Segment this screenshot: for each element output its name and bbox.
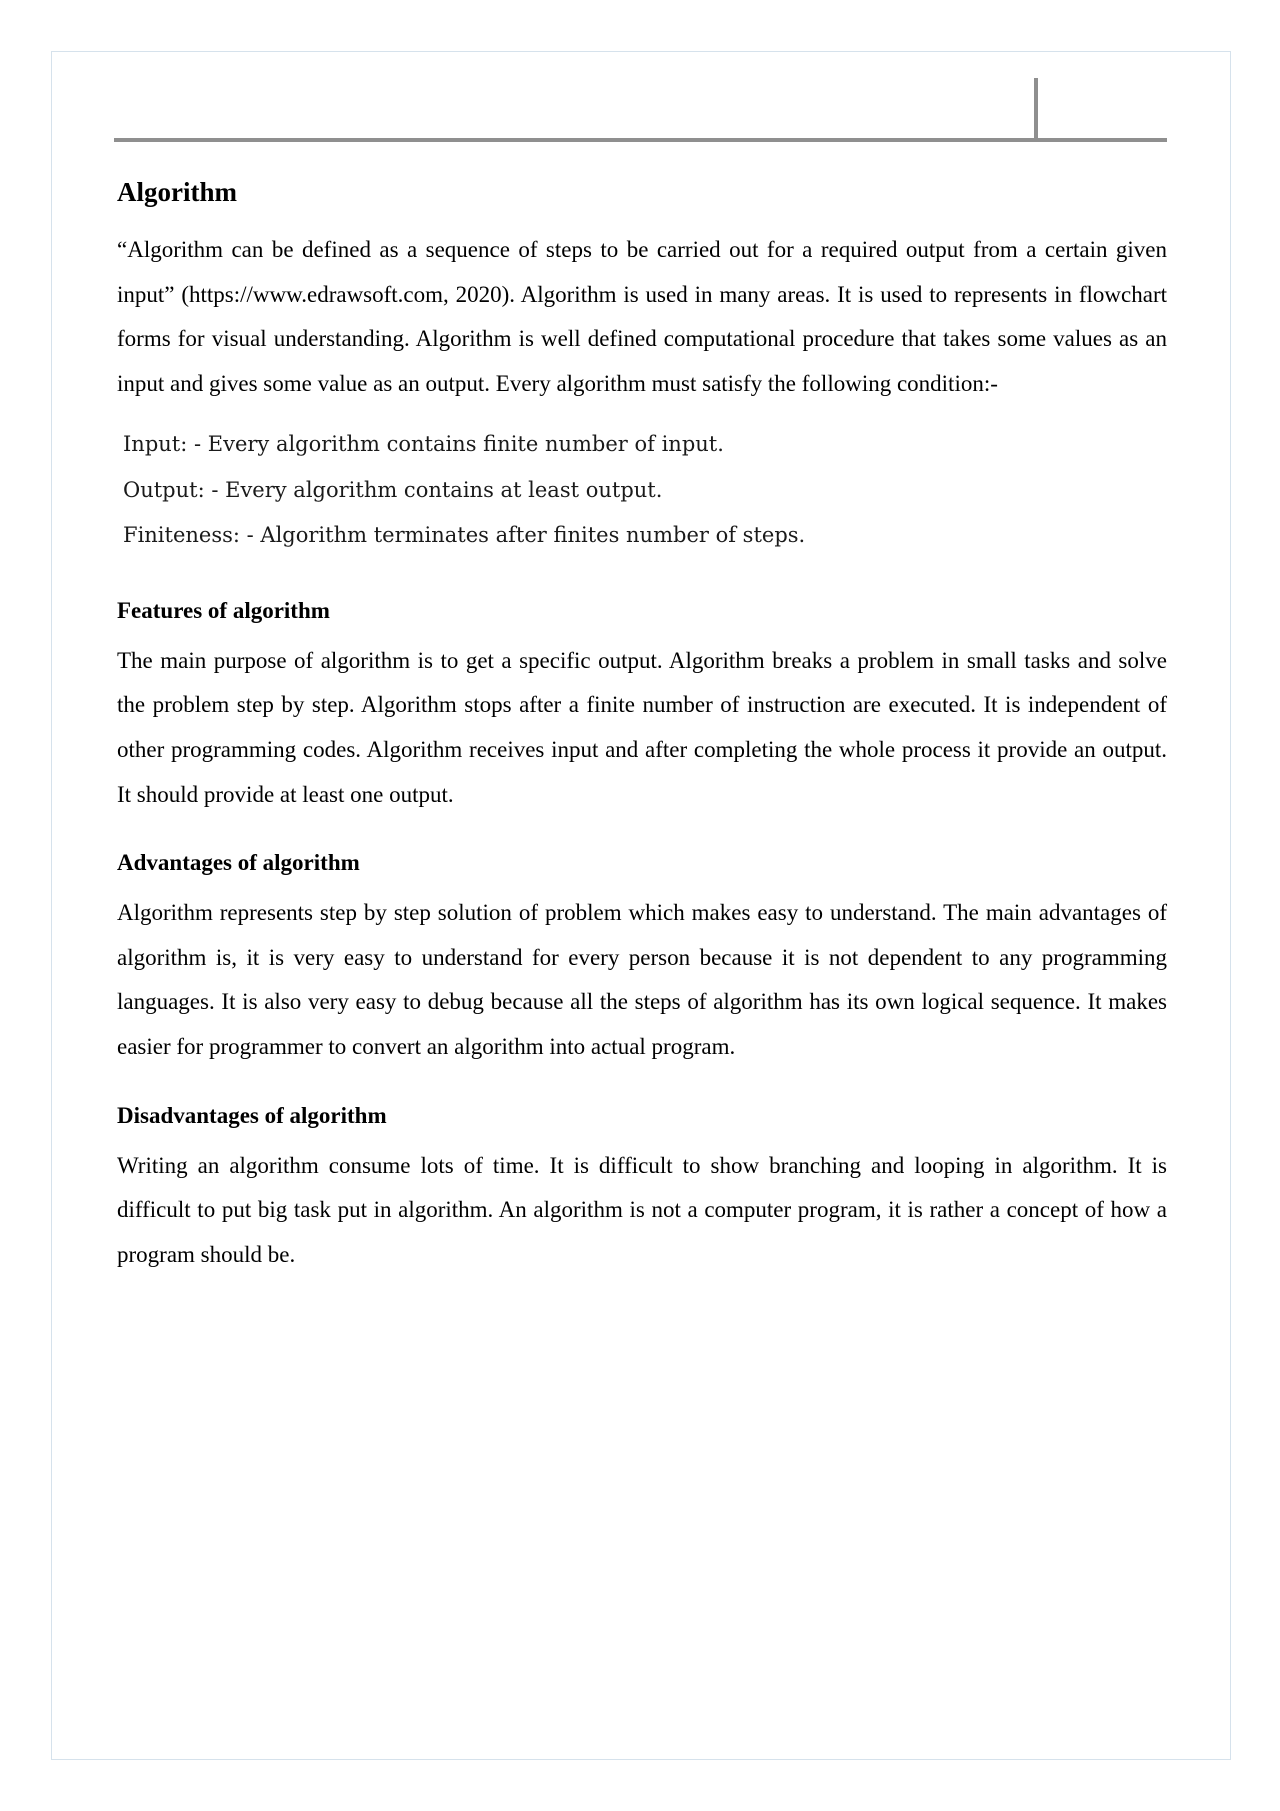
section-heading: Disadvantages of algorithm: [117, 1102, 387, 1128]
document-body: [117, 168, 1167, 1277]
section-advantages: [117, 839, 1167, 1069]
header-rule: [114, 138, 1167, 142]
condition-input: Input: - Every algorithm contains finite number of input.: [123, 432, 724, 457]
header-tick: [1034, 78, 1038, 140]
section-disadvantages: [117, 1092, 1167, 1278]
section-features: [117, 587, 1167, 817]
section-paragraph: The main purpose of algorithm is to get a specific output. Algorithm breaks a problem in small tasks and solve the problem step by step. Algorithm stops after a finite number of instruction are executed. It is independent of other programming codes. Algorithm receives input and after completing the whole process it provide an output. It should provide at least one output.: [117, 647, 1167, 807]
conditions-list: [123, 422, 1167, 559]
page-title: Algorithm: [117, 177, 237, 207]
section-paragraph: Writing an algorithm consume lots of time. It is difficult to show branching and looping in algorithm. It is difficult to put big task put in algorithm. An algorithm is not a computer program, it is rather a concept of how a program should be.: [117, 1152, 1167, 1267]
section-heading: Advantages of algorithm: [117, 850, 360, 876]
condition-finiteness: Finiteness: - Algorithm terminates after finites number of steps.: [123, 523, 806, 548]
condition-output: Output: - Every algorithm contains at least output.: [123, 477, 663, 502]
section-heading: Features of algorithm: [117, 597, 330, 623]
intro-paragraph: “Algorithm can be defined as a sequence of steps to be carried out for a required output from a certain given input” (https://www.edrawsoft.com, 2020). Algorithm is used in many areas. It is used to represents in flowchart forms for visual understanding. Algorithm is well defined computational procedure that takes some values as an input and gives some value as an output. Every algorithm must satisfy the following condition:-: [117, 237, 1167, 396]
section-paragraph: Algorithm represents step by step solution of problem which makes easy to understand. The main advantages of algorithm is, it is very easy to understand for every person because it is not dependent to any programming languages. It is also very easy to debug because all the steps of algorithm has its own logical sequence. It makes easier for programmer to convert an algorithm into actual program.: [117, 900, 1167, 1060]
